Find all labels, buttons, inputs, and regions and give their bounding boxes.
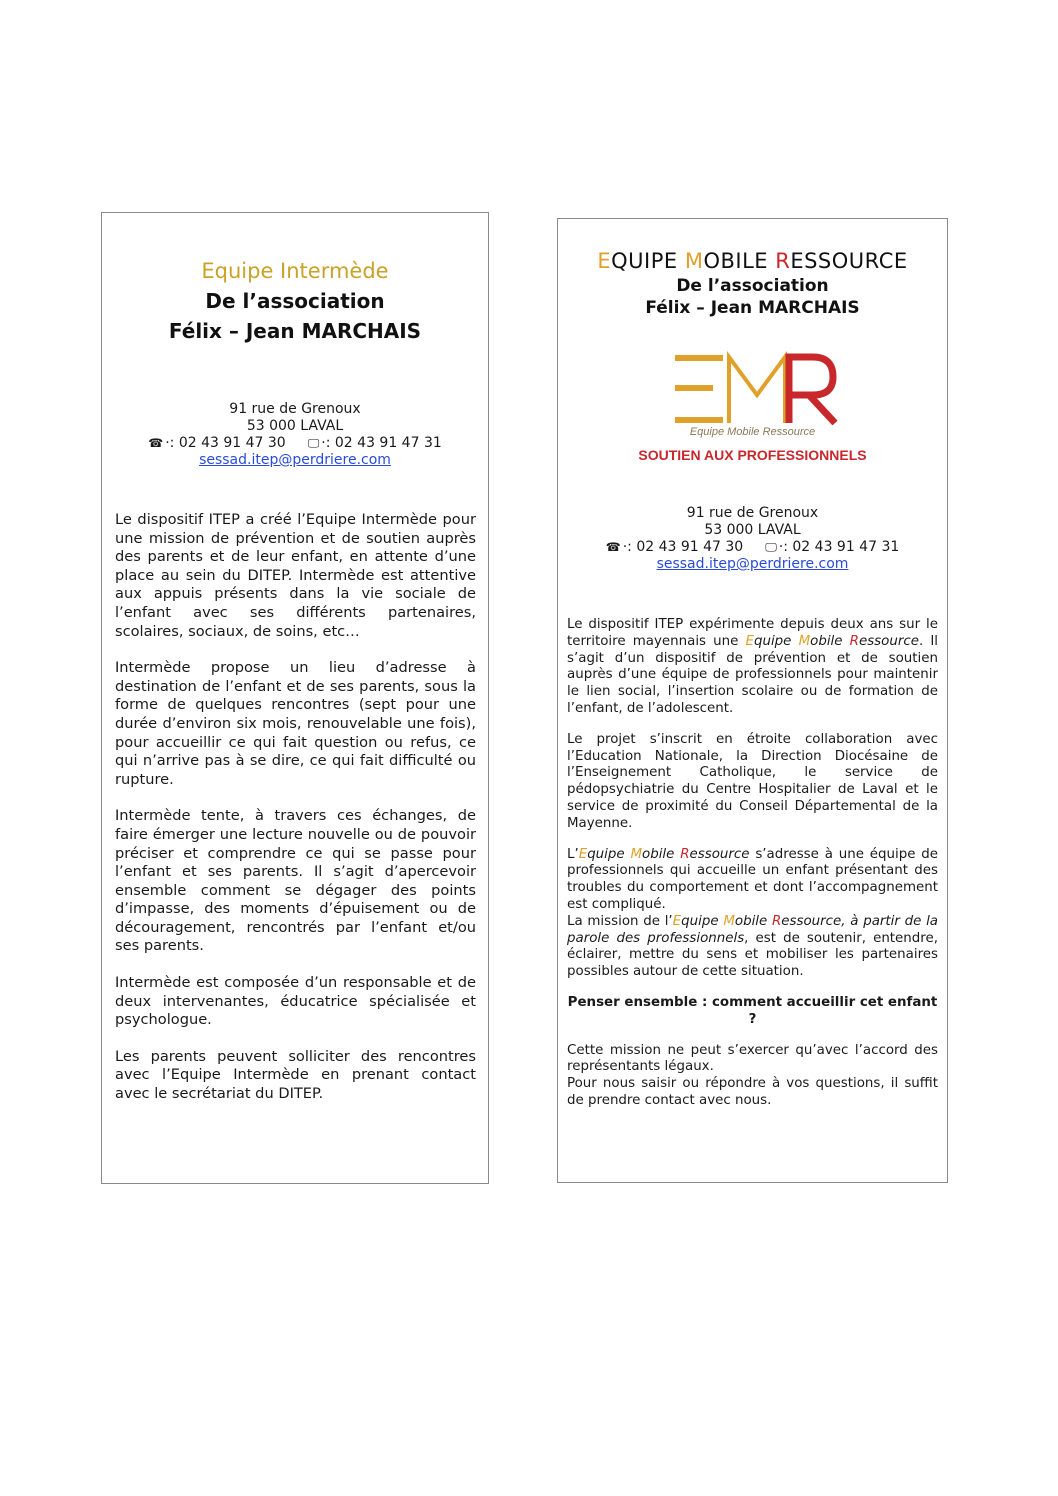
right-email-link[interactable]: sessad.itep@perdriere.com <box>656 556 849 572</box>
text-run: s’adresse à une équipe de professionnels qui accueille un enfant présentant des troubles du comportement et dont l’accompagnement est compliqué. <box>567 846 938 912</box>
right-phone-row <box>558 539 947 556</box>
heading-letter-e: E <box>597 249 612 273</box>
emr-letter: R <box>771 913 782 929</box>
left-paragraph: Intermède propose un lieu d’adresse à destination de l’enfant et de ses parents, sous la forme de quelques rencontres (sept pour une durée d’environ six mois, renouvelable une fois), pour accueillir ce qui fait question ou refus, ce qui n’arrive pas à se dire, ce qui fait difficulté ou rupture. <box>115 659 476 788</box>
heading-letter-r: R <box>775 249 791 273</box>
emr-logo <box>673 349 838 429</box>
right-paragraph: Pour nous saisir ou répondre à vos questions, il suffit de prendre contact avec nous. <box>567 1076 938 1108</box>
right-subtitle-association: De l’association <box>676 276 829 296</box>
emr-word: essource <box>781 913 842 929</box>
right-paragraph <box>567 914 938 981</box>
text-run: , est de soutenir, entendre, éclairer, mettre du sens et mobiliser les partenaires possibles autour de cette situation. <box>567 930 938 980</box>
right-subtitle-name: Félix – Jean MARCHAIS <box>645 298 860 318</box>
telephone-icon: ☎ <box>605 540 621 554</box>
emr-word: quipe <box>681 913 724 929</box>
emr-word: obile <box>810 633 850 649</box>
telephone-icon: ☎ <box>148 436 164 450</box>
text-run: Le dispositif ITEP expérimente depuis deux ans sur le territoire mayennais une <box>567 617 938 649</box>
emr-letter: R <box>849 633 859 649</box>
right-fax-number: 02 43 91 47 31 <box>792 539 900 555</box>
left-paragraph: Intermède est composée d’un responsable et de deux intervenantes, éducatrice spécialisée et psychologue. <box>115 974 476 1029</box>
logo-e-bar-top <box>675 355 723 361</box>
right-fax: 🖵 ·: 02 43 91 47 31 <box>765 539 900 555</box>
left-brochure-panel <box>101 212 489 1184</box>
right-brochure-panel <box>557 218 948 1183</box>
text-run: L’ <box>567 846 579 862</box>
right-paragraph: Le projet s’inscrit en étroite collaboration avec l’Education Nationale, la Direction Diocésaine de l’Enseignement Catholique, le service de pédopsychiatrie du Centre Hospitalier de Laval et le service de proximité du Conseil Départemental de la Mayenne. <box>567 731 938 831</box>
left-phone-row <box>102 435 488 452</box>
right-phone-number: 02 43 91 47 30 <box>636 539 744 555</box>
right-title-block <box>558 247 947 319</box>
left-paragraph: Intermède tente, à travers ces échanges, de faire émerger une lecture nouvelle ou de pouvoir préciser et comprendre ce qui se passe pour l’enfant et ses parents. Il s’agit d’apercevoir ensemble comment se dégager des points d’impasse, des moments d’épuisement ou de découragement, rencontrés par l’enfant et/ou ses parents. <box>115 807 476 955</box>
left-address-city: 53 000 LAVAL <box>246 418 344 434</box>
logo-m-stroke <box>729 357 785 423</box>
emr-inline-name <box>746 634 919 649</box>
emr-word: quipe <box>587 846 631 862</box>
heading-part: QUIPE <box>611 249 685 273</box>
right-address-city: 53 000 LAVAL <box>704 522 801 538</box>
text-run: , à partir de la parole des professionnels <box>567 913 938 946</box>
emr-letter: M <box>723 913 735 929</box>
right-paragraph <box>567 847 938 914</box>
right-contact-block <box>558 505 947 573</box>
fax-icon: 🖵 <box>307 436 320 450</box>
emr-letter: E <box>578 846 588 862</box>
left-body-text <box>115 511 476 1122</box>
emr-word: obile <box>642 846 681 862</box>
emr-inline-name <box>673 914 842 929</box>
emr-letter: R <box>680 846 690 862</box>
left-phone-number: 02 43 91 47 30 <box>178 435 286 451</box>
logo-e-bar-mid <box>675 385 713 391</box>
left-fax: 🖵 ·: 02 43 91 47 31 <box>307 435 442 451</box>
heading-part: ESSOURCE <box>790 249 908 273</box>
logo-e-bar-bottom <box>675 417 723 423</box>
tagline: SOUTIEN AUX PROFESSIONNELS <box>638 447 867 463</box>
emr-letter: M <box>798 633 811 649</box>
emr-letter: E <box>745 633 754 649</box>
right-paragraph: Cette mission ne peut s’exercer qu’avec l’accord des représentants légaux. <box>567 1042 938 1075</box>
left-paragraph: Les parents peuvent solliciter des rencontres avec l’Equipe Intermède en prenant contact avec le secrétariat du DITEP. <box>115 1047 476 1103</box>
left-phone: ☎ ·: 02 43 91 47 30 <box>148 435 286 451</box>
text-run: . Il s’agit d’un dispositif de prévention et de soutien auprès d’une équipe de professionnels pour maintenir le lien social, l’insertion scolaire ou de formation de l’enfant, de l’adolescent. <box>567 633 938 716</box>
left-subtitle-name: Félix – Jean MARCHAIS <box>168 319 422 343</box>
emr-word: obile <box>734 913 772 929</box>
emr-word: quipe <box>753 633 799 649</box>
left-title-block <box>102 256 488 346</box>
fax-icon: 🖵 <box>765 540 777 554</box>
left-title: Equipe Intermède <box>201 259 389 283</box>
right-paragraph-intro <box>567 617 938 718</box>
right-address-street: 91 rue de Grenoux <box>686 505 819 521</box>
left-email-link[interactable]: sessad.itep@perdriere.com <box>199 452 391 468</box>
text-run: La mission de l’ <box>567 913 673 929</box>
left-contact-block <box>102 401 488 469</box>
left-fax-number: 02 43 91 47 31 <box>334 435 442 451</box>
emr-letter: M <box>630 846 643 862</box>
left-address-street: 91 rue de Grenoux <box>229 401 361 417</box>
right-title <box>558 247 947 275</box>
left-paragraph: Le dispositif ITEP a créé l’Equipe Intermède pour une mission de prévention et de soutien auprès des parents et de leur enfant, en attente d’une place au sein du DITEP. Intermède est attentive aux appuis présents dans la vie sociale de l’enfant avec ses différents partenaires, scolaires, sociaux, de soins, etc… <box>115 511 476 640</box>
right-body-text <box>567 617 938 1110</box>
penser-ensemble-heading: Penser ensemble : comment accueillir cet enfant ? <box>567 994 938 1027</box>
logo-caption: Equipe Mobile Ressource <box>689 426 816 438</box>
emr-word: essource <box>689 846 750 862</box>
left-subtitle-association: De l’association <box>205 289 385 313</box>
right-phone: ☎ ·: 02 43 91 47 30 <box>605 539 744 555</box>
heading-letter-m: M <box>684 249 704 273</box>
emr-inline-name <box>579 847 750 862</box>
emr-letter: E <box>672 913 682 929</box>
heading-part: OBILE <box>703 249 776 273</box>
emr-word: essource <box>858 633 919 649</box>
logo-r-stroke <box>789 357 835 423</box>
